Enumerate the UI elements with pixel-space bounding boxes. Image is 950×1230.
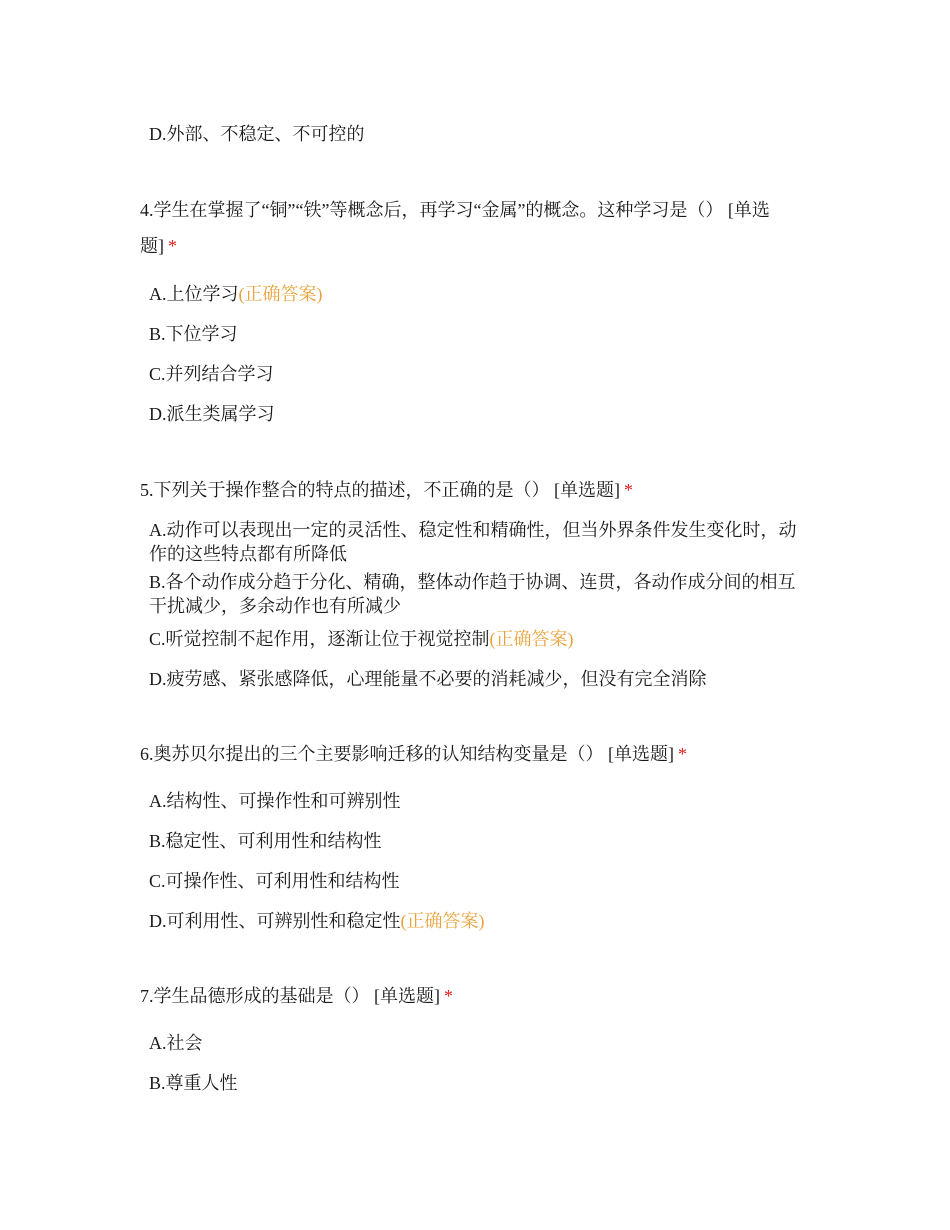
q7-title [140, 978, 805, 1014]
q6-option-d[interactable] [149, 909, 809, 933]
q6-option-a[interactable] [149, 789, 809, 813]
option-label: B.尊重人性 [149, 1073, 238, 1093]
q6-title [140, 736, 805, 772]
option-label: D.疲劳感、紧张感降低，心理能量不必要的消耗减少，但没有完全消除 [149, 669, 707, 689]
q4-option-b[interactable] [149, 322, 809, 346]
q4-option-a[interactable] [149, 282, 809, 306]
option-label: D.可利用性、可辨别性和稳定性 [149, 911, 401, 931]
option-label: A.结构性、可操作性和可辨别性 [149, 791, 401, 811]
q7-option-a[interactable] [149, 1031, 809, 1055]
required-mark: * [678, 744, 687, 764]
q7-option-b[interactable] [149, 1071, 809, 1095]
option-label: A.社会 [149, 1033, 203, 1053]
q5-option-d[interactable] [149, 667, 809, 691]
correct-answer-tag: (正确答案) [400, 911, 485, 931]
question-text: 4.学生在掌握了“铜”“铁”等概念后，再学习“金属”的概念。这种学习是（） [单选题] [140, 200, 770, 256]
required-mark: * [168, 236, 177, 256]
question-text: 5.下列关于操作整合的特点的描述，不正确的是（） [单选题] [140, 480, 620, 500]
option-label: D.派生类属学习 [149, 404, 275, 424]
required-mark: * [444, 986, 453, 1006]
option-label: B.下位学习 [149, 324, 238, 344]
option-label: C.可操作性、可利用性和结构性 [149, 871, 400, 891]
option-label: B.稳定性、可利用性和结构性 [149, 831, 382, 851]
option-label: B.各个动作成分趋于分化、精确，整体动作趋于协调、连贯，各动作成分间的相互干扰减少，多余动作也有所减少 [149, 572, 796, 616]
q5-option-c[interactable] [149, 627, 809, 651]
q6-option-c[interactable] [149, 869, 809, 893]
option-label: D.外部、不稳定、不可控的 [149, 124, 365, 144]
q4-title [140, 192, 805, 264]
required-mark: * [624, 480, 633, 500]
option-label: C.听觉控制不起作用，逐渐让位于视觉控制 [149, 629, 490, 649]
q5-option-a[interactable] [149, 518, 804, 566]
correct-answer-tag: (正确答案) [489, 629, 574, 649]
option-label: C.并列结合学习 [149, 364, 274, 384]
q4-option-c[interactable] [149, 362, 809, 386]
q5-title [140, 472, 805, 508]
q5-option-b[interactable] [149, 570, 804, 618]
correct-answer-tag: (正确答案) [238, 284, 323, 304]
question-text: 7.学生品德形成的基础是（） [单选题] [140, 986, 440, 1006]
option-label: A.动作可以表现出一定的灵活性、稳定性和精确性，但当外界条件发生变化时，动作的这些特点都有所降低 [149, 520, 797, 564]
option-label: A.上位学习 [149, 284, 239, 304]
q6-option-b[interactable] [149, 829, 809, 853]
q4-option-d[interactable] [149, 402, 809, 426]
question-text: 6.奥苏贝尔提出的三个主要影响迁移的认知结构变量是（） [单选题] [140, 744, 674, 764]
q3-option-d[interactable] [149, 122, 809, 146]
